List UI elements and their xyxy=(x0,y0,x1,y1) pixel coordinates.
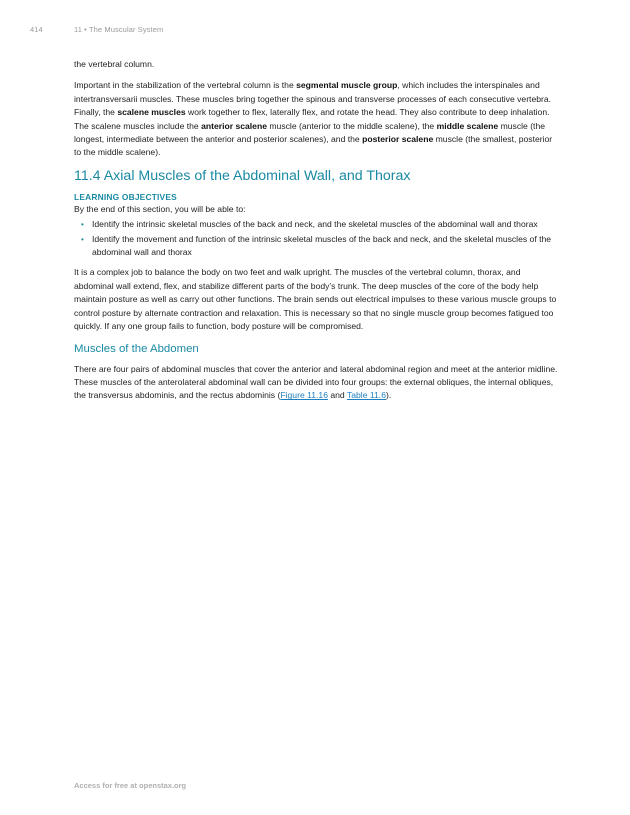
paragraph-body-balance: It is a complex job to balance the body on two feet and walk upright. The muscles of the vertebral column, thorax, and abdominal wall extend, flex, and stabilize different parts of the body’s trunk. The deep muscles of the core of the body help maintain posture as well as carry out other functions. The brain sends out electrical impulses to these various muscle groups to control posture by alternate contraction and relaxation. This is necessary so that no single muscle group becomes fatigued too quickly. If any one group fails to function, body posture will be compromised. xyxy=(74,267,557,332)
subsection-heading: Muscles of the Abdomen xyxy=(74,342,199,355)
chapter-title: 11 • The Muscular System xyxy=(74,25,164,34)
text-run: muscle (anterior to the middle scalene), the xyxy=(267,120,437,131)
objective-text: Identify the movement and function of the intrinsic skeletal muscles of the back and neck, and the skeletal muscles of the abdominal wall and thorax xyxy=(92,233,552,258)
list-item xyxy=(74,233,558,260)
paragraph-abdominal-muscles xyxy=(74,363,558,403)
text-run: work together to flex, laterally flex, and rotate the head. They also contribute to deep inhalation. The scalene muscles include the xyxy=(74,107,550,131)
list-item xyxy=(74,218,558,231)
running-head xyxy=(30,25,163,34)
text-run: , which includes the interspinales and intertransversarii muscles. These muscles bring together the spinous and transverse processes of each consecutive vertebra. Finally, the xyxy=(74,80,552,118)
term-scalene-muscles: scalene muscles xyxy=(117,107,186,118)
text-run: ). xyxy=(385,390,392,401)
page-number: 414 xyxy=(30,25,43,34)
term-anterior-scalene: anterior scalene xyxy=(201,120,267,131)
term-segmental-muscle-group: segmental muscle group xyxy=(296,80,398,91)
learning-objectives-list xyxy=(74,218,558,259)
figure-link[interactable]: Figure 11.16 xyxy=(280,390,328,401)
bullet-icon: • xyxy=(81,220,84,230)
text-run: muscle (the longest, intermediate between the anterior and posterior scalenes), and the xyxy=(74,120,546,145)
text-run: There are four pairs of abdominal muscles that cover the anterior and lateral abdominal region and meet at the anterior midline. These muscles of the anterolateral abdominal wall can be divided into four groups: the external obliques, the internal obliques, the transversus abdominis, and the rectus abdominis ( xyxy=(74,363,558,401)
term-posterior-scalene: posterior scalene xyxy=(362,134,434,145)
section-heading: 11.4 Axial Muscles of the Abdominal Wall, and Thorax xyxy=(74,167,411,184)
paragraph-segmental-muscles xyxy=(74,79,558,159)
term-middle-scalene: middle scalene xyxy=(436,120,499,131)
footer-text: Access for free at openstax.org xyxy=(74,781,187,790)
objective-text: Identify the intrinsic skeletal muscles of the back and neck, and the skeletal muscles of the abdominal wall and thorax xyxy=(92,219,538,230)
paragraph-continuation: the vertebral column. xyxy=(74,59,155,69)
page-content xyxy=(74,58,558,411)
text-run: Important in the stabilization of the vertebral column is the xyxy=(74,80,297,91)
learning-objectives-intro: By the end of this section, you will be able to: xyxy=(74,203,246,214)
learning-objectives-heading: LEARNING OBJECTIVES xyxy=(74,191,177,202)
text-run: muscle (the smallest, posterior to the middle scalene). xyxy=(74,134,553,158)
bullet-icon: • xyxy=(81,234,84,244)
text-run: and xyxy=(327,390,347,401)
table-link[interactable]: Table 11.6 xyxy=(346,390,386,401)
